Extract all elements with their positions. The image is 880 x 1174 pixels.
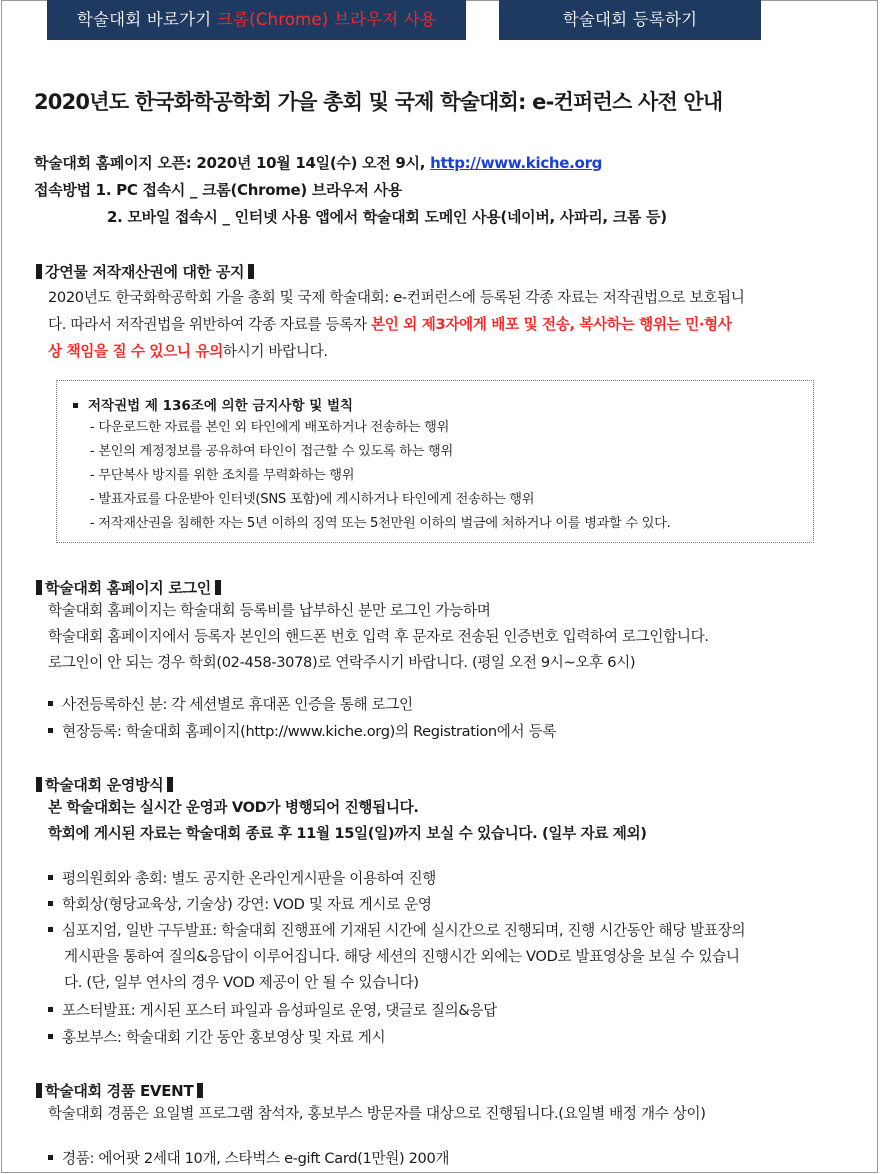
prohibited-acts-title: [73, 394, 353, 414]
access-method-mobile: 2. 모바일 접속시 _ 인터넷 사용 앱에서 학술대회 도메인 사용(네이버, 사파리, 크롬 등): [107, 208, 667, 226]
heading-marker-icon: [215, 580, 221, 595]
operation-bullet-continuation: 다. (단, 일부 연사의 경우 VOD 제공이 안 될 수 있습니다): [64, 974, 419, 991]
operation-bullet-item: [48, 893, 432, 914]
operation-bullet-item: [48, 1026, 385, 1047]
prohibited-item: - 본인의 계정정보를 공유하여 타인이 접근할 수 있도록 하는 행위: [90, 444, 453, 459]
copyright-line3-text: 하시기 바랍니다.: [222, 343, 328, 360]
operation-bold-line: 본 학술대회는 실시간 운영과 VOD가 병행되어 진행됩니다.: [48, 799, 419, 816]
login-line: 로그인이 안 되는 경우 학회(02-458-3078)로 연락주시기 바랍니다. (평일 오전 9시~오후 6시): [48, 654, 636, 671]
heading-marker-icon: [248, 264, 254, 279]
prohibited-acts-box: [56, 380, 814, 543]
homepage-open-label: 학술대회 홈페이지 오픈: 2020년 10월 14일(수) 오전 9시,: [34, 154, 426, 172]
operation-bullet-continuation: 게시판을 통하여 질의&응답이 이루어집니다. 해당 세션의 진행시간 외에는 VOD로 발표영상을 보실 수 있습니: [64, 948, 740, 965]
copyright-warning-highlight: 본인 외 제3자에게 배포 및 전송, 복사하는 행위는 민·형사: [371, 316, 732, 333]
copyright-heading: [36, 261, 254, 282]
copyright-paragraph-line3: [48, 338, 328, 365]
heading-marker-icon: [36, 264, 42, 279]
operation-bullet-text: 학회상(형당교육상, 기술상) 강연: VOD 및 자료 게시로 운영: [62, 896, 432, 913]
page-title: 2020년도 한국화학공학회 가을 총회 및 국제 학술대회: e-컨퍼런스 사전 안내: [34, 90, 723, 114]
go-to-conference-label: 학술대회 바로가기: [76, 10, 212, 29]
homepage-link[interactable]: http://www.kiche.org: [430, 154, 603, 172]
event-bullet-text: 경품: 에어팟 2세대 10개, 스타벅스 e-gift Card(1만원) 200개: [62, 1150, 450, 1167]
bullet-icon: [48, 1034, 53, 1039]
bullet-icon: [48, 927, 53, 932]
top-nav: [0, 0, 880, 44]
square-bullet-icon: [73, 403, 78, 408]
event-heading-text: 학술대회 경품 EVENT: [45, 1082, 194, 1100]
operation-heading: [36, 774, 173, 795]
event-bullet-item: [48, 1147, 449, 1168]
bullet-icon: [48, 875, 53, 880]
heading-marker-icon: [36, 1083, 42, 1098]
prohibited-acts-title-text: 저작권법 제 136조에 의한 금지사항 및 벌칙: [88, 398, 354, 414]
bullet-icon: [48, 728, 53, 733]
event-heading: [36, 1080, 203, 1101]
operation-bold-line: 학회에 게시된 자료는 학술대회 종료 후 11월 15일(일)까지 보실 수 있습니다. (일부 자료 제외): [48, 825, 647, 842]
heading-marker-icon: [36, 580, 42, 595]
login-bullet-text: 현장등록: 학술대회 홈페이지(http://www.kiche.org)의 Registration에서 등록: [62, 723, 557, 740]
copyright-heading-text: 강연물 저작재산권에 대한 공지: [45, 263, 245, 281]
operation-bullet-item: [48, 919, 745, 940]
login-heading-text: 학술대회 홈페이지 로그인: [45, 579, 211, 597]
copyright-paragraph-line2: [48, 311, 732, 338]
login-bullet-text: 사전등록하신 분: 각 세션별로 휴대폰 인증을 통해 로그인: [62, 696, 413, 713]
copyright-warning-highlight-cont: 상 책임을 질 수 있으니 유의: [48, 343, 223, 360]
operation-bullet-text: 심포지엄, 일반 구두발표: 학술대회 진행표에 기재된 시간에 실시간으로 진행되며, 진행 시간동안 해당 발표장의: [62, 922, 746, 939]
copyright-line2-text: 다. 따라서 저작권법을 위반하여 각종 자료를 등록자: [48, 316, 372, 333]
operation-bullet-text: 평의원회와 총회: 별도 공지한 온라인게시판을 이용하여 진행: [62, 870, 436, 887]
homepage-open-info: [34, 152, 602, 173]
operation-bullet-item: [48, 999, 497, 1020]
heading-marker-icon: [197, 1083, 203, 1098]
login-heading: [36, 577, 221, 598]
login-line: 학술대회 홈페이지는 학술대회 등록비를 납부하신 분만 로그인 가능하며: [48, 602, 491, 619]
event-line: 학술대회 경품은 요일별 프로그램 참석자, 홍보부스 방문자를 대상으로 진행됩니다.(요일별 배정 개수 상이): [48, 1105, 706, 1122]
operation-bullet-text: 포스터발표: 게시된 포스터 파일과 음성파일로 운영, 댓글로 질의&응답: [62, 1002, 497, 1019]
operation-bullet-item: [48, 867, 436, 888]
bullet-icon: [48, 1155, 53, 1160]
login-bullet-item: [48, 693, 413, 714]
prohibited-item: - 발표자료를 다운받아 인터넷(SNS 포함)에 게시하거나 타인에게 전송하는 행위: [90, 492, 535, 507]
access-method-pc: 접속방법 1. PC 접속시 _ 크롬(Chrome) 브라우저 사용: [34, 181, 402, 199]
register-conference-button[interactable]: 학술대회 등록하기: [499, 0, 761, 40]
bullet-icon: [48, 901, 53, 906]
go-to-conference-button[interactable]: [47, 0, 466, 40]
chrome-browser-note: 크롬(Chrome) 브라우저 사용: [216, 10, 437, 29]
login-line: 학술대회 홈페이지에서 등록자 본인의 핸드폰 번호 입력 후 문자로 전송된 인증번호 입력하여 로그인합니다.: [48, 628, 709, 645]
prohibited-item: - 저작재산권을 침해한 자는 5년 이하의 징역 또는 5천만원 이하의 벌금에 처하거나 이를 병과할 수 있다.: [90, 516, 671, 531]
prohibited-item: - 무단복사 방지를 위한 조치를 무력화하는 행위: [90, 468, 355, 483]
operation-heading-text: 학술대회 운영방식: [45, 776, 164, 794]
prohibited-item: - 다운로드한 자료를 본인 외 타인에게 배포하거나 전송하는 행위: [90, 420, 450, 435]
bullet-icon: [48, 1007, 53, 1012]
bullet-icon: [48, 701, 53, 706]
operation-bullet-text: 홍보부스: 학술대회 기간 동안 홍보영상 및 자료 게시: [62, 1029, 386, 1046]
heading-marker-icon: [167, 777, 173, 792]
copyright-paragraph-line1: 2020년도 한국화학공학회 가을 총회 및 국제 학술대회: e-컨퍼런스에 등록된 각종 자료는 저작권법으로 보호됩니: [48, 289, 745, 306]
heading-marker-icon: [36, 777, 42, 792]
login-bullet-item: [48, 720, 556, 741]
